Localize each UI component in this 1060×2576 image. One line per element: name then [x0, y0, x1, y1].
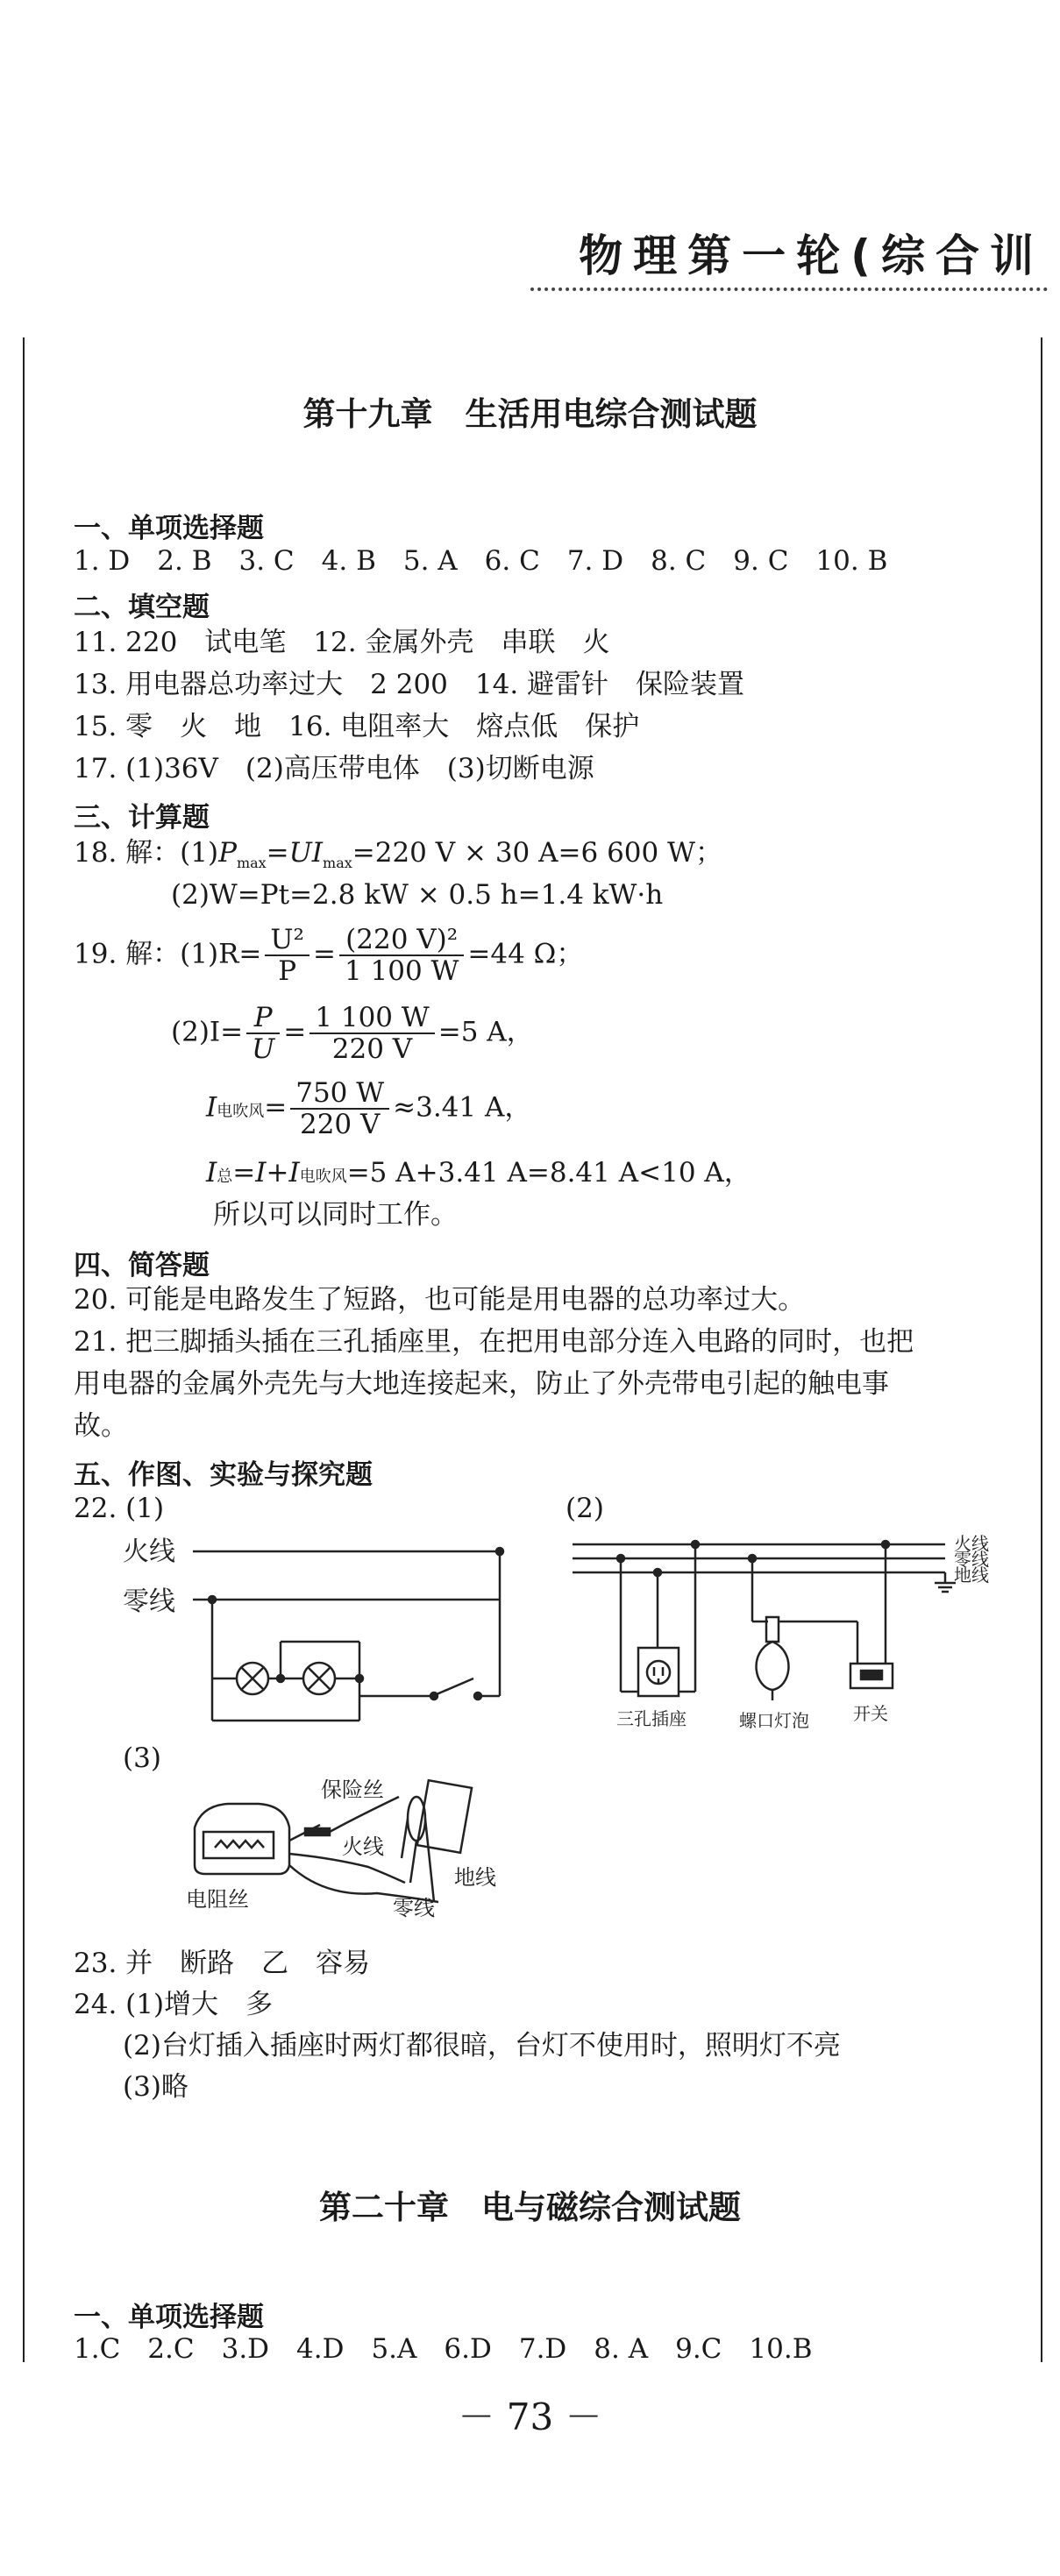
- q19-frac1-num: U²: [265, 925, 309, 956]
- q22-part2-label: (2): [566, 1493, 604, 1524]
- ch19-section1-heading: 一、单项选择题: [74, 513, 264, 544]
- q18-sub-max: max: [236, 855, 267, 872]
- q22-part3-label: (3): [123, 1742, 161, 1774]
- fig2-neutral-label: 零线: [954, 1549, 989, 1570]
- q19-line-a: 19. 解：(1)R= $\frac{\text{U²}}{P}$ = $\frac{\text{(220 V)²}}{1 100 W}$ =44 Ω；: [74, 924, 584, 987]
- fig2-socket-label: 三孔插座: [616, 1708, 687, 1729]
- q18-lead: 18. 解：(1): [74, 837, 219, 869]
- left-border-line: [23, 337, 25, 2362]
- q19-line-b: (2)I= $\frac{P}{U}$ = $\frac{1 100 W}{220 V}$ =5 A，: [171, 1002, 534, 1065]
- q19-frac2: [339, 925, 464, 986]
- fig3-neutral-label: 零线: [393, 1896, 435, 1920]
- q24-line-1: 24. (1)增大 多: [74, 1989, 274, 2020]
- q19-frac3-den: U: [252, 1033, 275, 1065]
- fig3-fuse-label: 保险丝: [321, 1778, 384, 1802]
- q18-sub-max2: max: [323, 855, 352, 872]
- figure-22-2-circuit: [568, 1525, 1024, 1735]
- q18-line-a: [74, 837, 722, 879]
- fill-line-2: 13. 用电器总功率过大 2 200 14. 避雷针 保险装置: [74, 669, 745, 700]
- ch19-section5-heading: 五、作图、实验与探究题: [74, 1459, 373, 1491]
- q19-d-sub: 总: [217, 1167, 233, 1186]
- q19-result3: ≈3.41 A，: [393, 1091, 532, 1124]
- fig2-bulb-label: 螺口灯泡: [739, 1710, 809, 1731]
- q24-line-2: (2)台灯插入插座时两灯都很暗，台灯不使用时，照明灯不亮: [123, 2030, 841, 2062]
- q24-line-3: (3)略: [123, 2071, 189, 2103]
- q21-line-1: 21. 把三脚插头插在三孔插座里，在把用电部分连入电路的同时，也把: [74, 1326, 914, 1358]
- fill-line-1: 11. 220 试电笔 12. 金属外壳 串联 火: [74, 627, 610, 658]
- q19-d-rest: =5 A+3.41 A=8.41 A<10 A，: [346, 1157, 751, 1189]
- q19-line-c: I电吹风= $\frac{750 W}{220 V}$ ≈3.41 A，: [206, 1077, 532, 1140]
- ch20-section1-heading: 一、单项选择题: [74, 2302, 264, 2333]
- page-number: － 73 －: [458, 2395, 602, 2438]
- q19-result1: =44 Ω；: [467, 938, 584, 970]
- fill-line-4: 17. (1)36V (2)高压带电体 (3)切断电源: [74, 753, 594, 784]
- q19-frac5-num: 750 W: [290, 1078, 389, 1110]
- figure-22-3-wiring: [175, 1771, 526, 1928]
- q19-frac2-den: 1 100 W: [344, 955, 459, 987]
- q19-frac3-num: P: [246, 1003, 280, 1034]
- q19-c-lead: I: [206, 1091, 217, 1124]
- q21-line-3: 故。: [74, 1410, 128, 1442]
- fig3-resistor-label: 电阻丝: [186, 1887, 249, 1912]
- q19-line-d: [206, 1157, 751, 1193]
- fig3-ground-label: 地线: [454, 1865, 496, 1890]
- q19-d-lead: I: [206, 1157, 217, 1189]
- q22-part1-label: 22. (1): [74, 1493, 165, 1524]
- q19-frac3: [246, 1003, 280, 1064]
- q18-mid: =UI: [266, 837, 324, 869]
- q19-frac1-den: P: [278, 955, 297, 987]
- fig2-live-label: 火线: [954, 1533, 989, 1554]
- q18-p: P: [218, 837, 237, 869]
- ch20-choice-answers: 1.C 2.C 3.D 4.D 5.A 6.D 7.D 8. A 9.C 10.B: [74, 2333, 813, 2365]
- right-border-line: [1041, 337, 1042, 2362]
- q19-frac2-num: (220 V)²: [339, 925, 464, 956]
- fig1-live-label: 火线: [123, 1536, 175, 1567]
- fill-line-3: 15. 零 火 地 16. 电阻率大 熔点低 保护: [74, 711, 640, 742]
- chapter20-title: 第二十章 电与磁综合测试题: [319, 2188, 741, 2226]
- q18-rest: =220 V × 30 A=6 600 W；: [352, 837, 722, 869]
- header-dotted-rule: [530, 287, 1048, 291]
- book-title: 物理第一轮(综合训: [579, 231, 1044, 281]
- q20-answer: 20. 可能是电路发生了短路，也可能是用电器的总功率过大。: [74, 1284, 806, 1316]
- q21-line-2: 用电器的金属外壳先与大地连接起来，防止了外壳带电引起的触电事: [74, 1368, 889, 1400]
- q19-c-sub: 电吹风: [217, 1102, 265, 1121]
- q19-frac5-den: 220 V: [299, 1109, 381, 1140]
- q23-answer: 23. 并 断路 乙 容易: [74, 1948, 371, 1979]
- fig2-switch-label: 开关: [853, 1703, 888, 1724]
- q19-line-e: 所以可以同时工作。: [213, 1199, 458, 1231]
- q19-result2: =5 A，: [438, 1016, 534, 1048]
- fig2-ground-label: 地线: [954, 1565, 989, 1586]
- ch19-section3-heading: 三、计算题: [74, 802, 210, 834]
- q18-line-b: (2)W=Pt=2.8 kW × 0.5 h=1.4 kW·h: [171, 879, 664, 911]
- q19-frac4: [309, 1003, 434, 1064]
- q19-lead: 19. 解：(1)R=: [74, 938, 262, 970]
- ch19-section2-heading: 二、填空题: [74, 592, 210, 623]
- chapter19-title: 第十九章 生活用电综合测试题: [302, 394, 758, 433]
- fig3-live-label: 火线: [342, 1834, 384, 1859]
- q19-frac1: [265, 925, 309, 986]
- figure-22-1-circuit: [105, 1529, 517, 1731]
- ch19-choice-answers: 1. D 2. B 3. C 4. B 5. A 6. C 7. D 8. C 9. C 10. B: [74, 545, 888, 577]
- q19-d-sub2: 电吹风: [299, 1167, 347, 1186]
- fig1-neutral-label: 零线: [123, 1586, 175, 1617]
- q19-d-mid: =I+I: [232, 1157, 300, 1189]
- ch19-section4-heading: 四、简答题: [74, 1250, 210, 1281]
- q19-frac4-den: 220 V: [331, 1033, 413, 1065]
- q19-b-lead: (2)I=: [171, 1016, 244, 1048]
- q19-frac5: [290, 1078, 389, 1139]
- q19-frac4-num: 1 100 W: [309, 1003, 434, 1034]
